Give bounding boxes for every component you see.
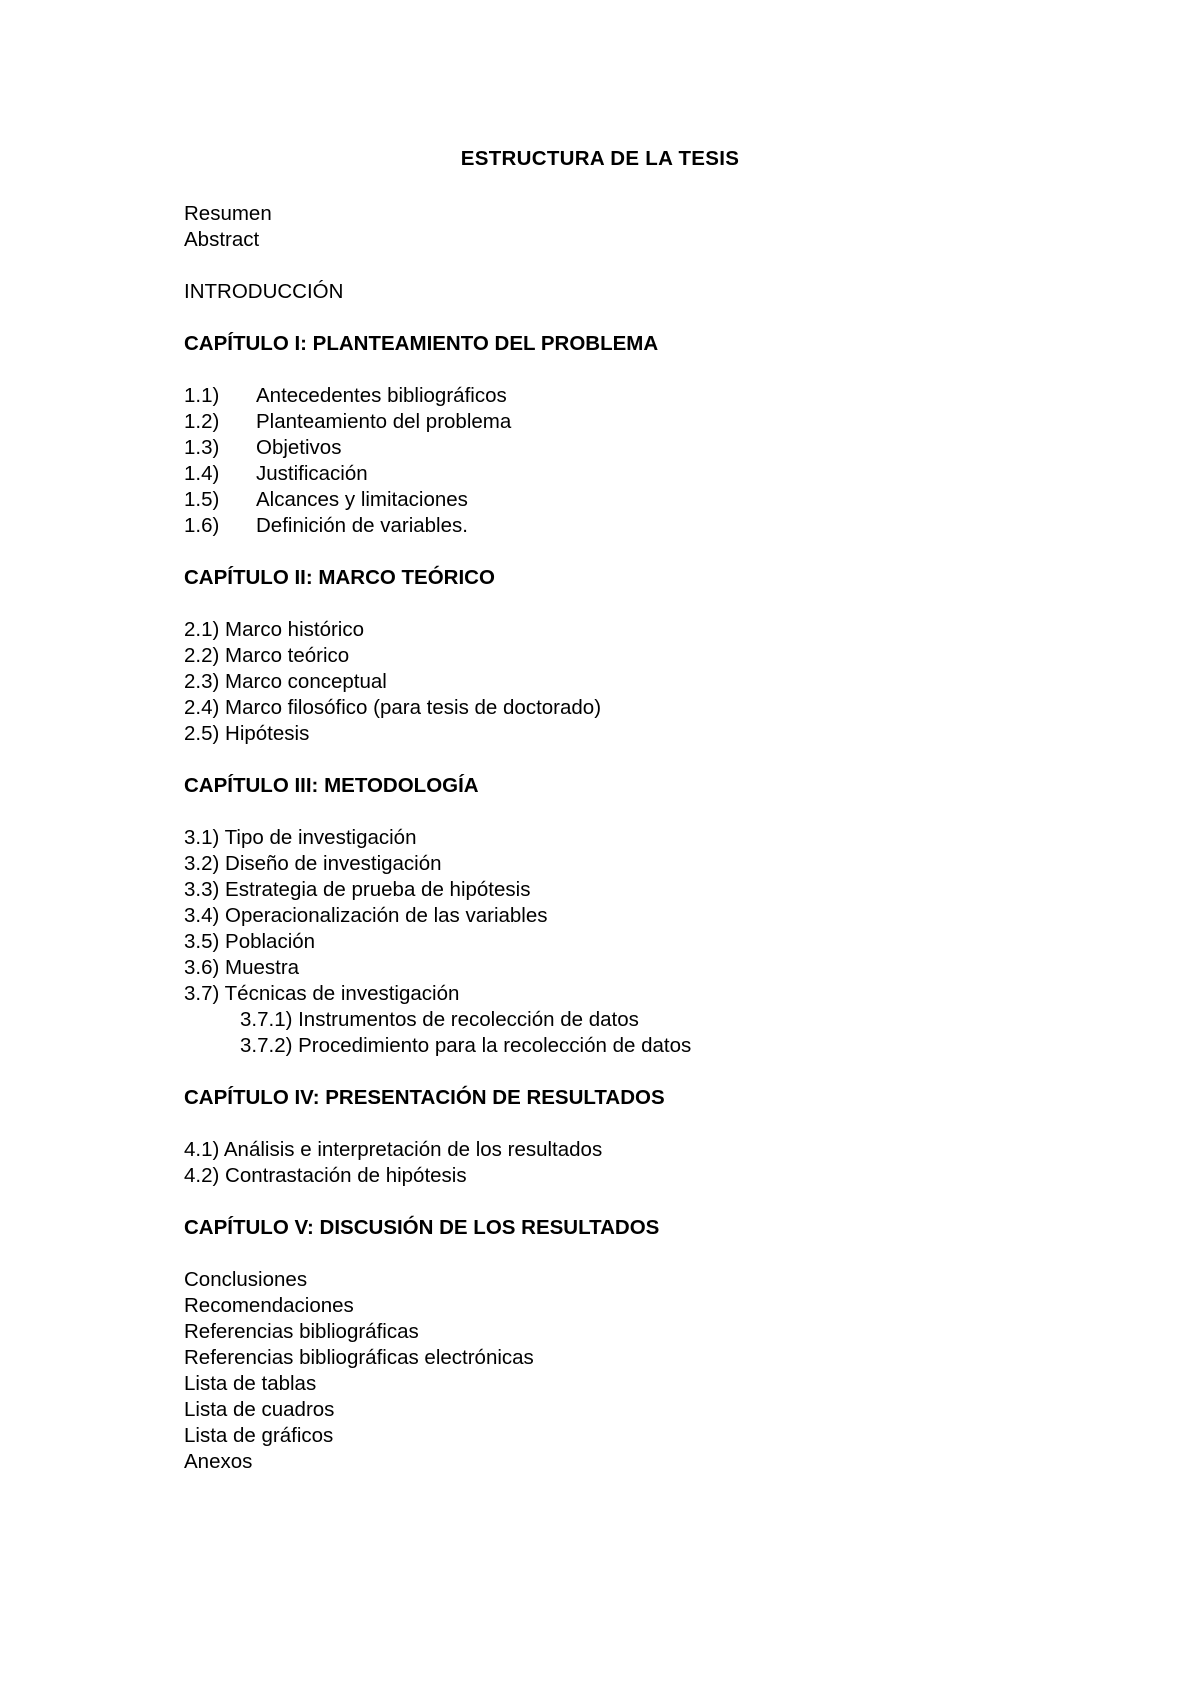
item-label: Alcances y limitaciones (256, 488, 468, 511)
chapter-heading: CAPÍTULO III: METODOLOGÍA (184, 774, 479, 797)
chapter-item: 3.2) Diseño de investigación (184, 852, 442, 875)
front-matter-item: Abstract (184, 228, 260, 251)
item-label: Justificación (256, 462, 368, 485)
chapter-item: 4.1) Análisis e interpretación de los resultados (184, 1138, 603, 1161)
chapter-heading: CAPÍTULO V: DISCUSIÓN DE LOS RESULTADOS (184, 1216, 660, 1239)
chapter-item: 3.6) Muestra (184, 956, 300, 979)
chapter-subitem: 3.7.1) Instrumentos de recolección de datos (240, 1008, 639, 1031)
introduction-heading: INTRODUCCIÓN (184, 280, 344, 303)
chapter-item: 4.2) Contrastación de hipótesis (184, 1164, 467, 1187)
item-number: 1.6) (184, 514, 220, 537)
back-matter-item: Referencias bibliográficas (184, 1320, 419, 1343)
chapter-item: 3.7) Técnicas de investigación (184, 982, 460, 1005)
chapter-item (184, 513, 468, 539)
item-label: Definición de variables. (256, 514, 468, 537)
chapter-item: 3.3) Estrategia de prueba de hipótesis (184, 878, 531, 901)
chapter-item: 2.1) Marco histórico (184, 618, 365, 641)
chapter-item: 3.1) Tipo de investigación (184, 826, 417, 849)
chapter-heading: CAPÍTULO I: PLANTEAMIENTO DEL PROBLEMA (184, 332, 659, 355)
item-number: 1.5) (184, 488, 220, 511)
chapter-item: 2.2) Marco teórico (184, 644, 350, 667)
chapter-subitem: 3.7.2) Procedimiento para la recolección de datos (240, 1034, 692, 1057)
item-number: 1.1) (184, 384, 220, 407)
chapter-item (184, 461, 368, 487)
chapter-heading: CAPÍTULO II: MARCO TEÓRICO (184, 566, 495, 589)
item-number: 1.3) (184, 436, 220, 459)
chapter-item: 3.4) Operacionalización de las variables (184, 904, 548, 927)
item-number: 1.2) (184, 410, 220, 433)
item-label: Planteamiento del problema (256, 410, 512, 433)
back-matter-item: Referencias bibliográficas electrónicas (184, 1346, 534, 1369)
chapter-heading: CAPÍTULO IV: PRESENTACIÓN DE RESULTADOS (184, 1086, 665, 1109)
back-matter-item: Conclusiones (184, 1268, 308, 1291)
chapter-item: 3.5) Población (184, 930, 316, 953)
chapter-item (184, 487, 468, 513)
back-matter-item: Lista de gráficos (184, 1424, 334, 1447)
front-matter-item: Resumen (184, 202, 272, 225)
back-matter-item: Lista de tablas (184, 1372, 317, 1395)
item-number: 1.4) (184, 462, 220, 485)
chapter-item (184, 383, 507, 409)
chapter-item: 2.5) Hipótesis (184, 722, 310, 745)
item-label: Objetivos (256, 436, 342, 459)
chapter-item (184, 409, 511, 435)
chapter-item: 2.3) Marco conceptual (184, 670, 387, 693)
back-matter-item: Anexos (184, 1450, 253, 1473)
chapter-item: 2.4) Marco filosófico (para tesis de doctorado) (184, 696, 602, 719)
chapter-item (184, 435, 341, 461)
document-title: ESTRUCTURA DE LA TESIS (460, 147, 740, 170)
back-matter-item: Recomendaciones (184, 1294, 354, 1317)
back-matter-item: Lista de cuadros (184, 1398, 335, 1421)
item-label: Antecedentes bibliográficos (256, 384, 507, 407)
